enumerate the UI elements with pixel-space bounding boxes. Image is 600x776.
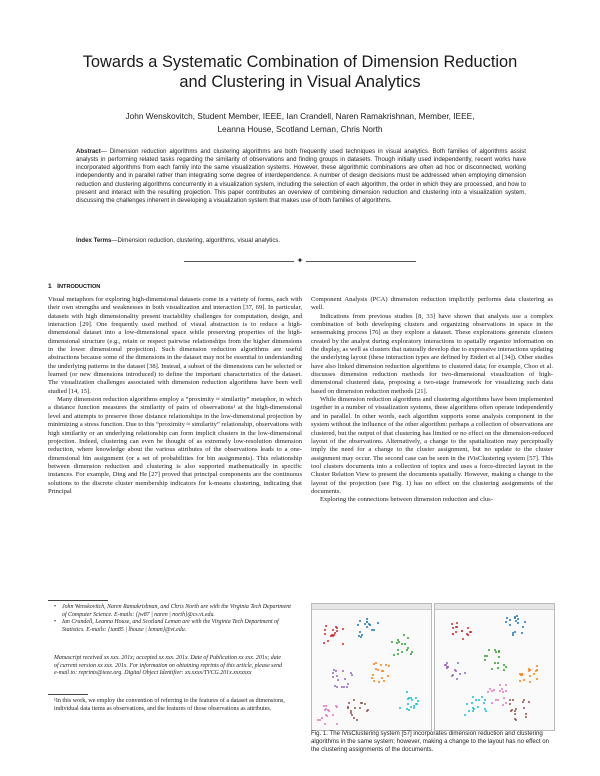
document-point <box>336 675 338 677</box>
document-point <box>528 701 530 703</box>
left-paragraph: Many dimension reduction algorithms employ a “proximity ≈ similarity” metaphor, in which a distance function measures the similarity of pairs of observations¹ at the high-dimensional level and attempts to preserve those distance relationships in the low-dimensional projection by minimizing a stress function. Due to this “proximity ≈ similarity” relationship, observations with high similarity or an underlying relationship can form implicit clusters in the low-dimensional projection. Indeed, clustering can even be thought of as extremely low-resolution dimension reduction, where knowledge about the various attributes of the observations leads to a one-dimensional bin assignment (or a set of probabilities for bin assignments). This relationship between dimension reduction and clustering is also supported mathematically in specific instances. For example, Ding and He [27] proved that principal components are the continuous solutions to the discrete cluster membership indicators for k-means clustering, indicating that Principal <box>48 396 302 495</box>
document-point <box>472 707 474 709</box>
document-point <box>468 710 470 712</box>
document-point <box>456 626 458 628</box>
document-point <box>505 684 507 686</box>
document-point <box>512 699 514 701</box>
right-paragraph: Exploring the connections between dimension reduction and clus- <box>320 496 493 504</box>
right-column <box>311 296 553 505</box>
document-point <box>498 656 500 658</box>
document-point <box>523 707 525 709</box>
abstract-text: — Dimension reduction algorithms and clustering algorithms are both frequently used techniques in visual analytics. Both families of algorithms assist analysts in performing related tasks regarding the similarity of observations and finding groups in datasets. Though initially used independently, recent works have incorporated algorithms from each family into the same visualization systems. However, these algorithmic combinations are often ad hoc or disconnected, working independently and in parallel rather than integrating some degree of interdependence. A number of design decisions must be addressed when employing dimension reduction and clustering algorithms concurrently in a visualization system, including the selection of each algorithm, the order in which they are processed, and how to present and interact with the resulting projection. This paper contributes an overview of combining dimension reduction and clustering into a visualization system, discussing the challenges inherent in developing a visualization system that makes use of both families of algorithms. <box>76 148 526 204</box>
document-point <box>364 703 366 705</box>
document-point <box>470 631 472 633</box>
document-point <box>522 626 524 628</box>
document-point <box>415 697 417 699</box>
document-point <box>529 681 531 683</box>
document-point <box>517 618 519 620</box>
document-point <box>529 675 531 677</box>
section-title-first: I <box>57 283 60 290</box>
document-point <box>403 634 405 636</box>
document-point <box>481 696 483 698</box>
divider-right <box>306 261 416 262</box>
document-point <box>397 653 399 655</box>
document-point <box>336 686 338 688</box>
document-point <box>342 628 344 630</box>
document-point <box>486 655 488 657</box>
document-point <box>501 688 503 690</box>
right-paragraph: Indications from previous studies [8, 33] have shown that analysts use a complex combination of both developing clusters and organizing observations in space in the sensemaking process [76] as they explore a dataset. These explorations generate clusters created by the analyst during exploratory interactions to spatially organize information on the display, as well as clusters that naturally develop due to expressive interactions updating the underlying layout (these interaction types are defined by Endert et al [34]). Other studies have also linked dimension reduction algorithms to clustered data; for example, Choo et al. discusses dimension reduction methods for two-dimensional visualization of high-dimensional clustered data, proposing a two-stage framework for visualizing such data based on dimension reduction methods [21]. <box>311 312 553 395</box>
document-point <box>514 710 516 712</box>
document-point <box>456 678 458 680</box>
document-point <box>348 702 350 704</box>
document-point <box>366 618 368 620</box>
affiliation-item: • Ian Crandell, Leanna House, and Scotland Leman are with the Virginia Tech Department of Statistics. E-mails: {ian85 | lhouse | leman}@vt.edu. <box>54 619 294 634</box>
paper-title <box>40 52 560 92</box>
document-point <box>467 627 469 629</box>
document-point <box>411 699 413 701</box>
document-point <box>502 691 504 693</box>
document-point <box>525 716 527 718</box>
document-point <box>503 669 505 671</box>
document-point <box>467 634 469 636</box>
document-point <box>333 634 335 636</box>
document-point <box>324 723 326 725</box>
document-point <box>466 703 468 705</box>
document-point <box>357 624 359 626</box>
document-point <box>323 642 325 644</box>
footnote-1: ¹In this work, we employ the convention of referring to the features of a dataset as dimensions, individual data items as observations, and the features of those observations as attributes. <box>54 698 285 712</box>
document-point <box>391 641 393 643</box>
document-point <box>509 699 511 701</box>
figure-caption: Fig. 1. The iVisClustering system [57] incorporates dimension reduction and clustering algorithms in the same system; however, making a change to the layout has no effect on the clustering assignments of the documents. <box>311 730 550 753</box>
document-point <box>413 705 415 707</box>
document-point <box>373 680 375 682</box>
document-point <box>325 625 327 627</box>
document-point <box>351 674 353 676</box>
document-point <box>373 663 375 665</box>
document-point <box>350 672 352 674</box>
document-point <box>364 623 366 625</box>
index-terms <box>76 237 526 245</box>
document-point <box>477 706 479 708</box>
manuscript-note: Manuscript received xx xxx. 201x; accepted xx xxx. 201x. Date of Publication xx xxx. 201x; date of current version xx xxx. 201x. For information on obtaining reprints of this article, please send e-mail to: reprints@ieee.org. Digital Object Identifier: xx.xxxx/TVCG.201x.xxxxxxx <box>54 655 282 677</box>
document-point <box>517 622 519 624</box>
document-point <box>471 702 473 704</box>
document-point <box>332 629 334 631</box>
document-point <box>383 680 385 682</box>
document-point <box>361 634 363 636</box>
document-point <box>498 650 500 652</box>
document-point <box>484 699 486 701</box>
document-point <box>373 629 375 631</box>
document-point <box>462 638 464 640</box>
document-point <box>353 717 355 719</box>
document-point <box>452 627 454 629</box>
document-point <box>337 679 339 681</box>
document-point <box>358 635 360 637</box>
section-title-rest: NTRODUCTION <box>59 284 101 290</box>
document-point <box>503 664 505 666</box>
document-point <box>360 636 362 638</box>
document-point <box>397 649 399 651</box>
document-point <box>385 664 387 666</box>
document-point <box>451 623 453 625</box>
author-list <box>40 110 560 135</box>
document-point <box>410 653 412 655</box>
document-point <box>343 686 345 688</box>
document-point <box>377 669 379 671</box>
index-terms-label: Index Terms <box>76 237 112 244</box>
document-point <box>396 642 398 644</box>
document-point <box>354 707 356 709</box>
document-point <box>353 699 355 701</box>
abstract <box>76 148 526 205</box>
document-point <box>326 715 328 717</box>
document-point <box>521 632 523 634</box>
document-point <box>408 709 410 711</box>
document-point <box>509 619 511 621</box>
document-point <box>457 662 459 664</box>
divider-diamond-icon: ✦ <box>296 256 304 265</box>
document-point <box>327 640 329 642</box>
document-point <box>319 719 321 721</box>
title-line-1: Towards a Systematic Combination of Dimension Reduction <box>82 53 518 71</box>
document-point <box>399 707 401 709</box>
document-point <box>346 686 348 688</box>
document-point <box>359 620 361 622</box>
document-point <box>491 668 493 670</box>
document-point <box>321 717 323 719</box>
divider-left <box>184 261 294 262</box>
document-point <box>351 714 353 716</box>
document-point <box>487 691 489 693</box>
document-point <box>523 679 525 681</box>
document-point <box>336 723 338 725</box>
document-point <box>332 672 334 674</box>
document-point <box>499 684 501 686</box>
abstract-label: Abstract <box>76 148 101 155</box>
right-paragraph: While dimension reduction algorithms and clustering algorithms have been implemented together in a number of visualization systems, these algorithms often operate independently and in parallel. In other words, each algorithm supports some analysis component in the system without the influence of the other algorithm: perhaps a collection of observations are clustered, but the output of that clustering has limited or no effect on the dimension-reduced layout of the observations. Alternatively, a change to the spatialization may perceptually imply the need for a change to the cluster assignment, but no update to the cluster assignment may occur. The second case can be seen in the iVisClustering system [57]. This tool clusters documents into a collection of topics and uses a force-directed layout in the Cluster Relation View to present the documents spatially. However, making a change to the layout of the projection (see Fig. 1) has no effect on the clustering assignments of the documents. <box>311 396 553 495</box>
document-point <box>509 624 511 626</box>
document-point <box>401 643 403 645</box>
left-column <box>48 296 302 496</box>
document-point <box>491 702 493 704</box>
document-point <box>514 713 516 715</box>
document-point <box>484 659 486 661</box>
document-point <box>342 643 344 645</box>
document-point <box>528 670 530 672</box>
document-point <box>332 714 334 716</box>
section-heading <box>48 283 100 290</box>
document-point <box>515 719 517 721</box>
document-point <box>378 681 380 683</box>
document-point <box>491 690 493 692</box>
document-point <box>356 719 358 721</box>
author-affiliations <box>54 604 294 635</box>
document-point <box>369 624 371 626</box>
document-point <box>536 665 538 667</box>
document-point <box>497 667 499 669</box>
document-point <box>505 621 507 623</box>
document-point <box>417 700 419 702</box>
document-point <box>361 702 363 704</box>
document-point <box>489 688 491 690</box>
document-point <box>406 649 408 651</box>
document-point <box>488 649 490 651</box>
document-point <box>344 678 346 680</box>
document-point <box>516 615 518 617</box>
document-point <box>347 683 349 685</box>
document-point <box>388 665 390 667</box>
document-point <box>525 713 527 715</box>
document-point <box>455 631 457 633</box>
document-point <box>505 690 507 692</box>
document-point <box>522 701 524 703</box>
document-point <box>461 630 463 632</box>
document-point <box>411 651 413 653</box>
document-point <box>520 674 522 676</box>
document-point <box>478 699 480 701</box>
document-point <box>514 617 516 619</box>
document-point <box>407 703 409 705</box>
affiliation-text: Ian Crandell, Leanna House, and Scotland Leman are with the Virginia Tech Department of Statistics. E-mails: {ian85 | lhouse | leman}@vt.edu. <box>62 619 279 634</box>
document-point <box>375 662 377 664</box>
document-point <box>387 675 389 677</box>
title-line-2: and Clustering in Visual Analytics <box>179 73 421 91</box>
document-point <box>483 702 485 704</box>
document-point <box>380 664 382 666</box>
document-point <box>535 670 537 672</box>
document-point <box>472 710 474 712</box>
footnote-rule <box>48 600 108 601</box>
document-point <box>325 705 327 707</box>
document-point <box>335 670 337 672</box>
document-point <box>335 705 337 707</box>
document-point <box>499 690 501 692</box>
document-point <box>497 699 499 701</box>
document-point <box>510 710 512 712</box>
authors-line-1: John Wenskovitch, Student Member, IEEE, Ian Crandell, Naren Ramakrishnan, Member, IEEE, <box>125 111 475 121</box>
document-point <box>324 709 326 711</box>
document-point <box>404 643 406 645</box>
document-point <box>506 617 508 619</box>
document-point <box>381 670 383 672</box>
document-point <box>505 666 507 668</box>
document-point <box>381 677 383 679</box>
document-point <box>464 672 466 674</box>
document-point <box>484 708 486 710</box>
document-point <box>512 634 514 636</box>
index-terms-text: —Dimension reduction, clustering, algorithms, visual analytics. <box>111 237 281 244</box>
document-point <box>509 703 511 705</box>
document-point <box>372 674 374 676</box>
document-point <box>406 691 408 693</box>
document-point <box>332 676 334 678</box>
panel-toolbar <box>312 604 431 610</box>
document-point <box>515 620 517 622</box>
document-point <box>495 651 497 653</box>
document-point <box>494 662 496 664</box>
document-point <box>485 710 487 712</box>
document-point <box>472 696 474 698</box>
document-point <box>456 622 458 624</box>
figure-1 <box>311 603 553 731</box>
document-point <box>502 704 504 706</box>
document-point <box>464 714 466 716</box>
document-point <box>536 678 538 680</box>
document-point <box>401 651 403 653</box>
document-point <box>407 698 409 700</box>
document-point <box>452 633 454 635</box>
document-point <box>393 654 395 656</box>
document-point <box>452 674 454 676</box>
document-point <box>347 707 349 709</box>
document-point <box>407 637 409 639</box>
document-point <box>366 710 368 712</box>
left-paragraph: Visual metaphors for exploring high-dimensional datasets come in a variety of forms, each with their own strengths and weaknesses in both visualization and interaction [37, 69]. In particular, datasets with high dimensionality present tractability challenges for computation, design, and interaction [29]. One frequently used method of visual abstraction is to reduce a high-dimensional dataset into a low-dimensional space while preserving properties of the high-dimensional structure (e.g., retain or respect pairwise relationships from the higher dimensions in the lower dimensional projection). Such dimension reduction algorithms are useful abstractions because some of the dimensions in the dataset may not be essential to understanding the underlying patterns in the dataset [38]. Instead, a subset of the dimensions can be selected or learned (or new dimensions introduced) to define the important characteristics of the dataset. The visualization challenges associated with dimension reduction algorithms have been well studied [14, 15]. <box>48 296 302 395</box>
document-point <box>324 633 326 635</box>
figure-panel-before <box>311 603 432 731</box>
document-point <box>446 662 448 664</box>
affiliation-text: John Wenskovitch, Naren Ramakrishnan, and Chris North are with the Virginia Tech Department of Computer Science. E-mails: {jw87 | naren | north}@cs.vt.edu. <box>62 604 291 618</box>
document-point <box>503 697 505 699</box>
right-paragraph: Component Analysis (PCA) dimension reduction implicitly performs data clustering as well. <box>311 296 553 312</box>
document-point <box>410 706 412 708</box>
figure-panel-after <box>434 603 555 731</box>
document-point <box>398 641 400 643</box>
document-point <box>336 630 338 632</box>
document-point <box>371 629 373 631</box>
document-point <box>497 662 499 664</box>
document-point <box>413 707 415 709</box>
document-point <box>328 710 330 712</box>
section-number: 1 <box>48 283 52 290</box>
document-point <box>459 673 461 675</box>
document-point <box>371 677 373 679</box>
affiliation-item: • John Wenskovitch, Naren Ramakrishnan, and Chris North are with the Virginia Tech Department of Computer Science. E-mails: {jw87 | naren | north}@cs.vt.edu. <box>54 604 294 619</box>
document-point <box>519 680 521 682</box>
document-point <box>336 627 338 629</box>
document-point <box>366 626 368 628</box>
document-point <box>446 667 448 669</box>
authors-line-2: Leanna House, Scotland Leman, Chris North <box>217 123 383 134</box>
document-point <box>505 702 507 704</box>
document-point <box>342 670 344 672</box>
footnote-1-rule <box>48 694 88 695</box>
document-point <box>359 707 361 709</box>
document-point <box>524 621 526 623</box>
document-point <box>514 631 516 633</box>
document-point <box>324 629 326 631</box>
document-point <box>377 622 379 624</box>
document-point <box>533 673 535 675</box>
panel-toolbar <box>435 604 554 610</box>
